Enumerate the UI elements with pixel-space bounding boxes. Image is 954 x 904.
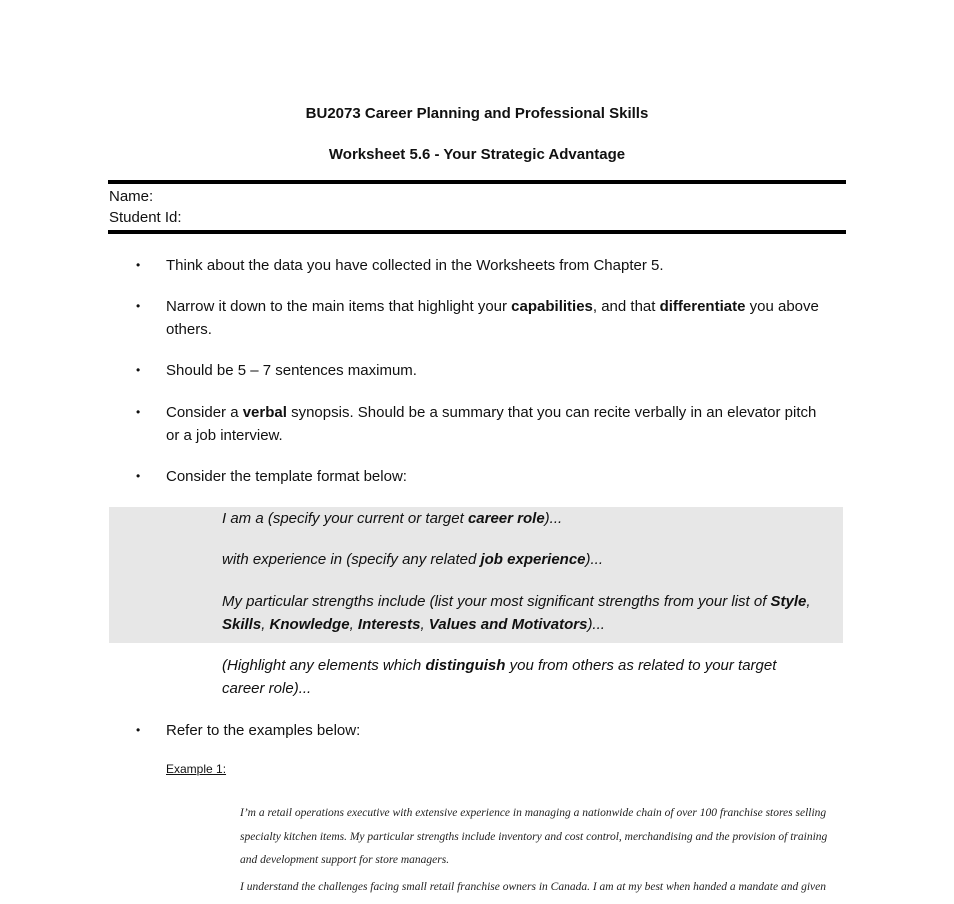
template-text: )... xyxy=(544,510,563,527)
bullet-text: Narrow it down to the main items that highlight your xyxy=(166,298,512,315)
template-text: , xyxy=(420,616,429,633)
template-text: My particular strengths include (list your most significant strengths from your list of xyxy=(222,593,771,610)
template-text: you from others as related to your target career role)... xyxy=(222,657,777,697)
template-text: , xyxy=(349,616,358,633)
template-text: )... xyxy=(585,551,604,568)
template-text: (Highlight any elements which xyxy=(222,657,426,674)
bullet-item-length xyxy=(166,359,826,382)
template-text: )... xyxy=(587,616,605,633)
bold-skills: Skills xyxy=(222,616,262,633)
bullet-icon: • xyxy=(136,469,141,483)
bullet-icon: • xyxy=(136,723,141,737)
bullet-icon: • xyxy=(136,258,141,272)
bold-differentiate: differentiate xyxy=(659,298,746,315)
student-id-field-label: Student Id: xyxy=(109,209,182,226)
bullet-item-examples xyxy=(166,719,826,742)
template-line-role xyxy=(222,507,822,530)
template-line-experience xyxy=(222,548,822,571)
bold-distinguish: distinguish xyxy=(425,657,506,674)
bullet-item-template xyxy=(166,465,826,488)
bold-interests: Interests xyxy=(357,616,421,633)
bold-capabilities: capabilities xyxy=(511,298,593,315)
worksheet-title: Worksheet 5.6 - Your Strategic Advantage xyxy=(328,146,626,163)
bullet-text: , and that xyxy=(592,298,660,315)
bold-job-experience: job experience xyxy=(480,551,586,568)
bullet-icon: • xyxy=(136,405,141,419)
course-title: BU2073 Career Planning and Professional Skills xyxy=(305,105,649,122)
template-text: I am a (specify your current or target xyxy=(222,510,468,527)
template-text: with experience in (specify any related xyxy=(222,551,481,568)
name-field-label: Name: xyxy=(109,188,154,205)
bullet-text: Consider the template format below: xyxy=(166,468,407,485)
bullet-item-narrow xyxy=(166,295,826,341)
bold-knowledge: Knowledge xyxy=(269,616,350,633)
top-rule-divider xyxy=(108,180,846,184)
bullet-text: Refer to the examples below: xyxy=(166,722,361,739)
bullet-icon: • xyxy=(136,299,141,313)
bullet-text: you above others. xyxy=(166,298,819,338)
bold-values-motivators: Values and Motivators xyxy=(428,616,588,633)
template-text: , xyxy=(806,593,811,610)
bullet-text: Should be 5 – 7 sentences maximum. xyxy=(166,362,417,379)
bold-style: Style xyxy=(770,593,807,610)
bullet-icon: • xyxy=(136,363,141,377)
bullet-text: Consider a xyxy=(166,404,243,421)
bullet-text: Think about the data you have collected in the Worksheets from Chapter 5. xyxy=(166,257,664,274)
example-1-paragraph-1: I’m a retail operations executive with extensive experience in managing a nationwide chain of over 100 franchise stores selling specialty kitchen items. My particular strengths include inventory and cost control, merchandising and the provision of training and development support for store managers. xyxy=(240,807,828,866)
bold-career-role: career role xyxy=(467,510,545,527)
bottom-rule-divider xyxy=(108,230,846,234)
bullet-text: synopsis. Should be a summary that you can recite verbally in an elevator pitch or a job interview. xyxy=(166,404,817,444)
bold-verbal: verbal xyxy=(242,404,287,421)
bullet-item-data xyxy=(166,254,826,277)
example-1-label: Example 1: xyxy=(166,762,227,776)
template-line-strengths xyxy=(222,590,822,636)
template-line-distinguish xyxy=(222,654,822,700)
example-1-paragraph-2: I understand the challenges facing small retail franchise owners in Canada. I am at my best when handed a mandate and given xyxy=(240,881,827,893)
template-text: , xyxy=(261,616,270,633)
bullet-item-verbal xyxy=(166,401,826,447)
